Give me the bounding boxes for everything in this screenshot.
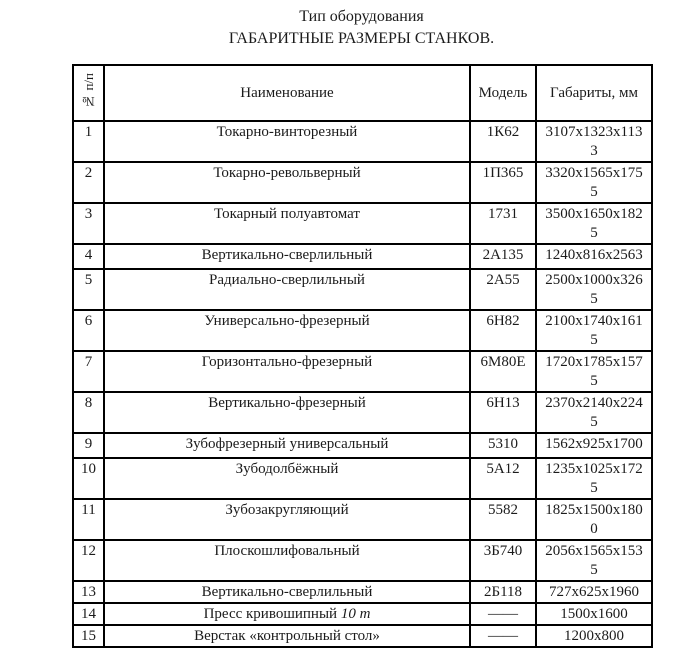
cell-model: 6Н82	[470, 310, 536, 351]
equipment-table	[72, 64, 653, 648]
table-row	[73, 203, 652, 244]
cell-dims: 2056х1565х153 5	[536, 540, 652, 581]
cell-num: 4	[73, 244, 104, 269]
cell-name-text: Пресс кривошипный	[203, 606, 338, 622]
cell-num: 11	[73, 499, 104, 540]
cell-name-italic-text: 10 т	[340, 606, 371, 622]
cell-num: 14	[73, 603, 104, 625]
cell-model: 2Б118	[470, 581, 536, 603]
table-row	[73, 244, 652, 269]
table-row	[73, 351, 652, 392]
cell-num: 3	[73, 203, 104, 244]
cell-num: 12	[73, 540, 104, 581]
table-row	[73, 162, 652, 203]
cell-num: 5	[73, 269, 104, 310]
cell-dims: 1720х1785х157 5	[536, 351, 652, 392]
cell-dims: 1500х1600	[536, 603, 652, 625]
table-row	[73, 625, 652, 647]
cell-num: 6	[73, 310, 104, 351]
cell-name: Универсально-фрезерный	[104, 310, 470, 351]
header-dims: Габариты, мм	[536, 65, 652, 121]
header-num-label: № п/п	[81, 72, 96, 109]
page-title-line1: Тип оборудования	[299, 8, 424, 25]
table-row	[73, 310, 652, 351]
cell-dims: 1562х925х1700	[536, 433, 652, 458]
cell-num: 13	[73, 581, 104, 603]
table-row	[73, 269, 652, 310]
cell-num: 2	[73, 162, 104, 203]
cell-name: Верстак «контрольный стол»	[104, 625, 470, 647]
table-row	[73, 458, 652, 499]
cell-name: Токарно-винторезный	[104, 121, 470, 162]
cell-name: Радиально-сверлильный	[104, 269, 470, 310]
cell-model: 5А12	[470, 458, 536, 499]
cell-name: Вертикально-сверлильный	[104, 581, 470, 603]
cell-name: Зубофрезерный универсальный	[104, 433, 470, 458]
header-num	[73, 65, 104, 121]
cell-model: 5310	[470, 433, 536, 458]
cell-num: 10	[73, 458, 104, 499]
cell-model: 6Н13	[470, 392, 536, 433]
document-page	[72, 6, 651, 648]
cell-dims: 1200х800	[536, 625, 652, 647]
cell-model: 1731	[470, 203, 536, 244]
header-model: Модель	[470, 65, 536, 121]
cell-dims: 1240х816х2563	[536, 244, 652, 269]
cell-model: ——	[470, 603, 536, 625]
cell-num: 15	[73, 625, 104, 647]
cell-num: 7	[73, 351, 104, 392]
header-name: Наименование	[104, 65, 470, 121]
cell-name: Вертикально-сверлильный	[104, 244, 470, 269]
cell-name: Токарный полуавтомат	[104, 203, 470, 244]
table-row	[73, 499, 652, 540]
cell-name: Плоскошлифовальный	[104, 540, 470, 581]
cell-dims: 3500х1650х182 5	[536, 203, 652, 244]
cell-model: 2А135	[470, 244, 536, 269]
header-row	[73, 65, 652, 121]
cell-dims: 2370х2140х224 5	[536, 392, 652, 433]
cell-model: 1П365	[470, 162, 536, 203]
cell-model: 3Б740	[470, 540, 536, 581]
cell-dims: 2100х1740х161 5	[536, 310, 652, 351]
cell-dims: 3320х1565х175 5	[536, 162, 652, 203]
cell-name: Вертикально-фрезерный	[104, 392, 470, 433]
cell-name: Горизонтально-фрезерный	[104, 351, 470, 392]
table-row	[73, 603, 652, 625]
cell-model: 5582	[470, 499, 536, 540]
table-row	[73, 433, 652, 458]
table-row	[73, 540, 652, 581]
cell-model: ——	[470, 625, 536, 647]
cell-dims: 727х625х1960	[536, 581, 652, 603]
cell-num: 8	[73, 392, 104, 433]
cell-name	[104, 603, 470, 625]
cell-dims: 3107х1323х113 3	[536, 121, 652, 162]
cell-num: 9	[73, 433, 104, 458]
cell-name: Зубозакругляющий	[104, 499, 470, 540]
table-row	[73, 581, 652, 603]
cell-name: Токарно-револьверный	[104, 162, 470, 203]
cell-name: Зубодолбёжный	[104, 458, 470, 499]
cell-dims: 1235х1025х172 5	[536, 458, 652, 499]
cell-dims: 2500х1000х326 5	[536, 269, 652, 310]
page-title-line2: ГАБАРИТНЫЕ РАЗМЕРЫ СТАНКОВ.	[228, 30, 495, 47]
cell-model: 2А55	[470, 269, 536, 310]
table-row	[73, 121, 652, 162]
table-row	[73, 392, 652, 433]
cell-dims: 1825х1500х180 0	[536, 499, 652, 540]
cell-num: 1	[73, 121, 104, 162]
cell-model: 6М80Е	[470, 351, 536, 392]
cell-model: 1К62	[470, 121, 536, 162]
